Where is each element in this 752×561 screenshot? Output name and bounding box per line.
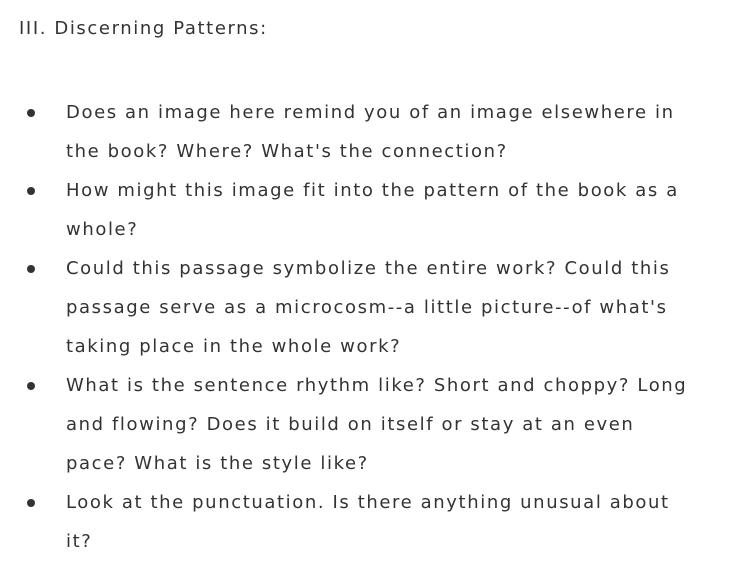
list-item bbox=[0, 366, 752, 483]
section-heading: III. Discerning Patterns: bbox=[19, 18, 268, 39]
list-item-line: taking place in the whole work? bbox=[66, 336, 402, 357]
list-item-line: it? bbox=[66, 531, 93, 552]
list-item-line: and flowing? Does it build on itself or stay at an even bbox=[66, 414, 635, 435]
list-item-line: the book? Where? What's the connection? bbox=[66, 141, 508, 162]
list-item bbox=[0, 249, 752, 366]
bullet-icon bbox=[27, 265, 35, 273]
bullet-icon bbox=[27, 109, 35, 117]
list-item-line: passage serve as a microcosm--a little picture--of what's bbox=[66, 297, 668, 318]
list-item-line: pace? What is the style like? bbox=[66, 453, 369, 474]
list-item bbox=[0, 483, 752, 561]
list-item-line: Could this passage symbolize the entire work? Could this bbox=[66, 258, 671, 279]
question-list bbox=[0, 93, 752, 561]
bullet-icon bbox=[27, 499, 35, 507]
list-item-line: What is the sentence rhythm like? Short and choppy? Long bbox=[66, 375, 688, 396]
list-item-line: How might this image fit into the pattern of the book as a bbox=[66, 180, 679, 201]
bullet-icon bbox=[27, 382, 35, 390]
bullet-icon bbox=[27, 187, 35, 195]
list-item bbox=[0, 93, 752, 171]
list-item-line: Look at the punctuation. Is there anything unusual about bbox=[66, 492, 670, 513]
list-item-line: whole? bbox=[66, 219, 139, 240]
list-item-line: Does an image here remind you of an image elsewhere in bbox=[66, 102, 675, 123]
list-item bbox=[0, 171, 752, 249]
